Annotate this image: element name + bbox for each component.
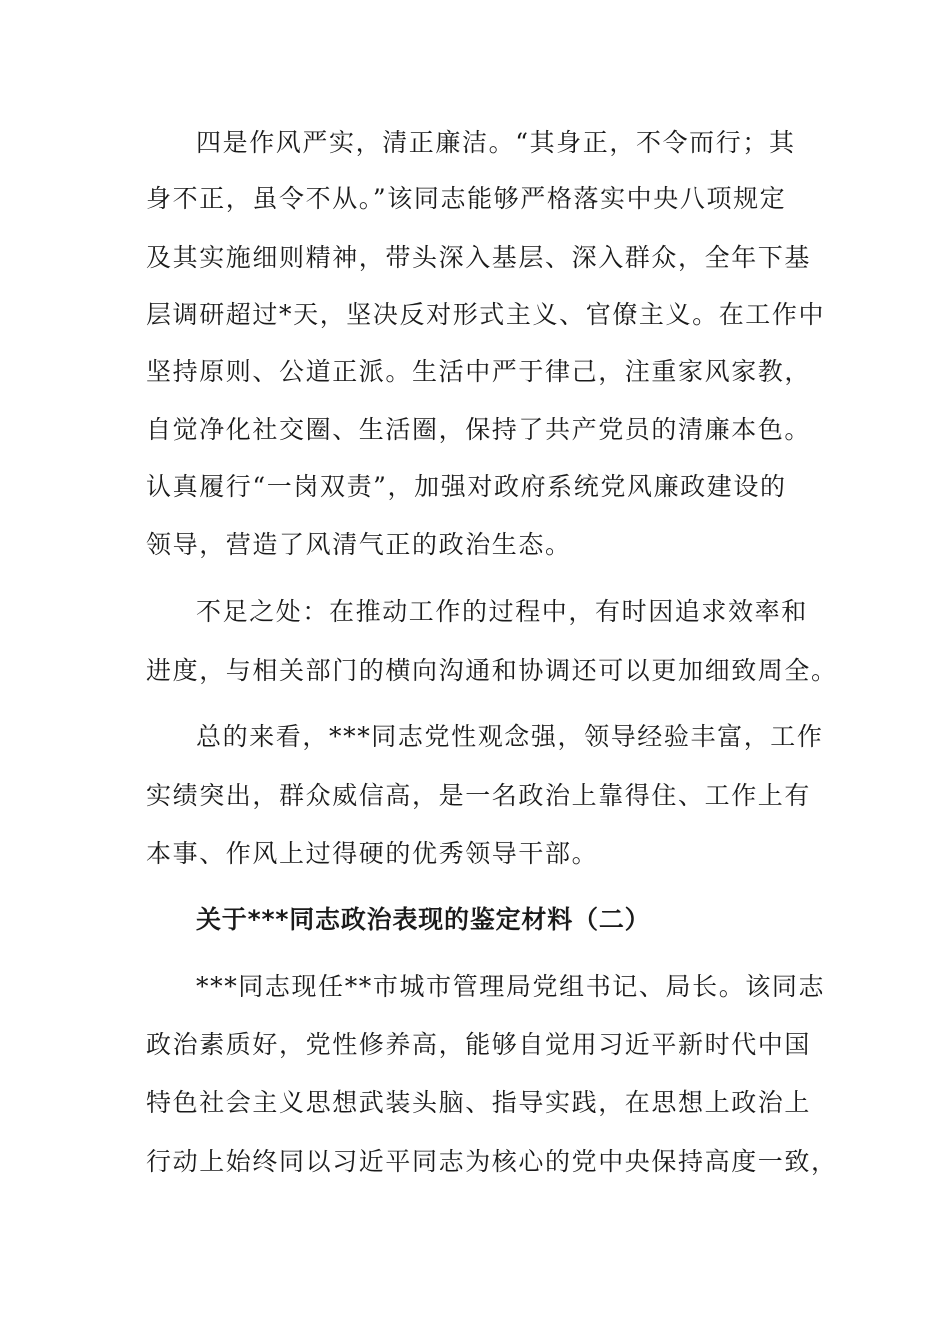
paragraph-line: 进度，与相关部门的横向沟通和协调还可以更加细致周全。 bbox=[146, 656, 838, 685]
paragraph-line: 自觉净化社交圈、生活圈，保持了共产党员的清廉本色。 bbox=[146, 415, 812, 444]
paragraph-line: 认真履行“一岗双责”，加强对政府系统党风廉政建设的 bbox=[146, 472, 787, 501]
paragraph-line: 领导，营造了风清气正的政治生态。 bbox=[146, 530, 572, 559]
paragraph-line: 特色社会主义思想武装头脑、指导实践，在思想上政治上 bbox=[146, 1088, 812, 1117]
paragraph-line: 坚持原则、公道正派。生活中严于律己，注重家风家教， bbox=[146, 357, 812, 386]
paragraph-line: 总的来看，***同志党性观念强，领导经验丰富，工作 bbox=[196, 722, 824, 751]
paragraph-line: 实绩突出，群众威信高，是一名政治上靠得住、工作上有 bbox=[146, 781, 812, 810]
paragraph-line: 行动上始终同以习近平同志为核心的党中央保持高度一致， bbox=[146, 1147, 838, 1176]
paragraph-line: 身不正，虽令不从。”该同志能够严格落实中央八项规定 bbox=[146, 184, 787, 213]
paragraph-line: 四是作风严实，清正廉洁。“其身正，不令而行；其 bbox=[196, 128, 796, 157]
paragraph-line: 不足之处：在推动工作的过程中，有时因追求效率和 bbox=[196, 597, 808, 626]
paragraph-line: 政治素质好，党性修养高，能够自觉用习近平新时代中国 bbox=[146, 1030, 812, 1059]
paragraph-line: 及其实施细则精神，带头深入基层、深入群众，全年下基 bbox=[146, 243, 812, 272]
section-heading: 关于***同志政治表现的鉴定材料（二） bbox=[196, 905, 651, 934]
paragraph-line: 本事、作风上过得硬的优秀领导干部。 bbox=[146, 839, 599, 868]
paragraph-line: ***同志现任**市城市管理局党组书记、局长。该同志 bbox=[196, 972, 826, 1001]
paragraph-line: 层调研超过*天，坚决反对形式主义、官僚主义。在工作中 bbox=[146, 300, 826, 329]
